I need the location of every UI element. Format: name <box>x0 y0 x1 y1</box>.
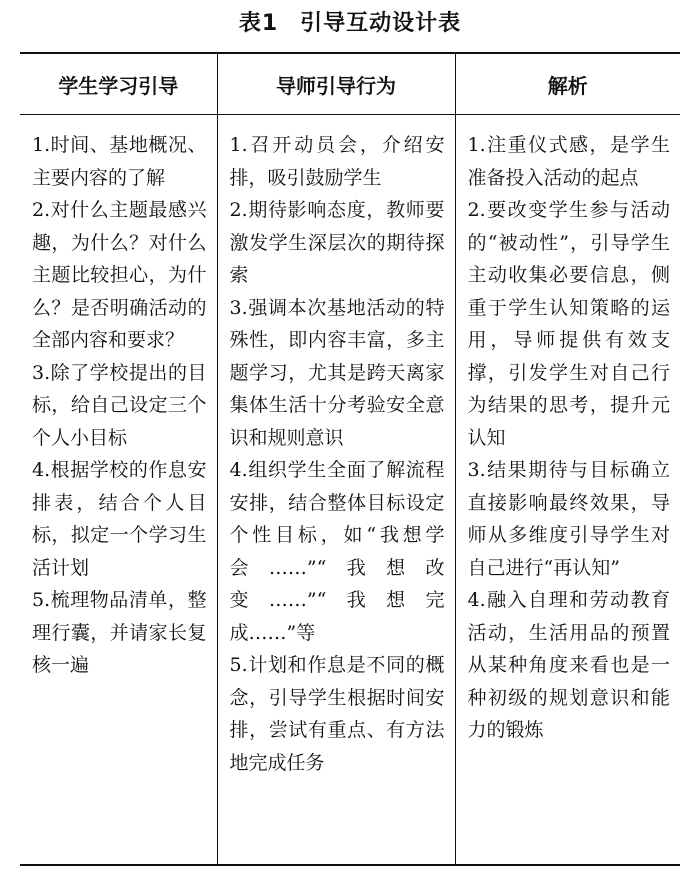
list-item: 2.对什么主题最感兴趣，为什么？对什么主题比较担心，为什么？是否明确活动的全部内容和要求？ <box>32 199 207 351</box>
list-item: 3.强调本次基地活动的特殊性，即内容丰富，多主题学习，尤其是跨天离家集体生活十分考验安全意识和规则意识 <box>229 296 445 449</box>
table-title <box>0 6 700 42</box>
list-item: 4.融入自理和劳动教育活动，生活用品的预置从某种角度来看也是一种初级的规划意识和能力的锻炼 <box>467 589 670 741</box>
header-row <box>20 53 680 115</box>
list-item: 1.注重仪式感，是学生准备投入活动的起点 <box>467 134 670 189</box>
list-item: 1.召开动员会，介绍安排，吸引鼓励学生 <box>229 134 445 189</box>
list-item: 5.计划和作息是不同的概念，引导学生根据时间安排，尝试有重点、有方法地完成任务 <box>229 654 445 774</box>
list-item: 4.组织学生全面了解流程安排，结合整体目标设定个性目标，如“我想学会……”“我想改变……”“我想完成……”等 <box>229 459 445 644</box>
mentor-behavior-cell <box>217 115 455 866</box>
list-item: 4.根据学校的作息安排表，结合个人目标，拟定一个学习生活计划 <box>32 459 207 579</box>
list-item: 2.要改变学生参与活动的“被动性”，引导学生主动收集必要信息，侧重于学生认知策略的运用，导师提供有效支撑，引发学生对自己行为结果的思考，提升元认知 <box>467 199 670 449</box>
header-mentor-behavior: 导师引导行为 <box>217 53 455 115</box>
table-number: 表1 <box>238 11 279 36</box>
header-student-guidance: 学生学习引导 <box>20 53 217 115</box>
list-item: 1.时间、基地概况、主要内容的了解 <box>32 134 207 189</box>
header-analysis: 解析 <box>455 53 680 115</box>
list-item: 2.期待影响态度，教师要激发学生深层次的期待探索 <box>229 199 445 286</box>
list-item: 5.梳理物品清单，整理行囊，并请家长复核一遍 <box>32 589 207 676</box>
list-item: 3.除了学校提出的目标，给自己设定三个个人小目标 <box>32 361 207 449</box>
student-guidance-cell <box>20 115 217 866</box>
list-item: 3.结果期待与目标确立直接影响最终效果，导师从多维度引导学生对自己进行“再认知” <box>467 459 670 579</box>
table-row <box>20 115 680 866</box>
table-title-text: 引导互动设计表 <box>300 11 462 36</box>
analysis-cell <box>455 115 680 866</box>
interaction-design-table <box>20 52 680 866</box>
